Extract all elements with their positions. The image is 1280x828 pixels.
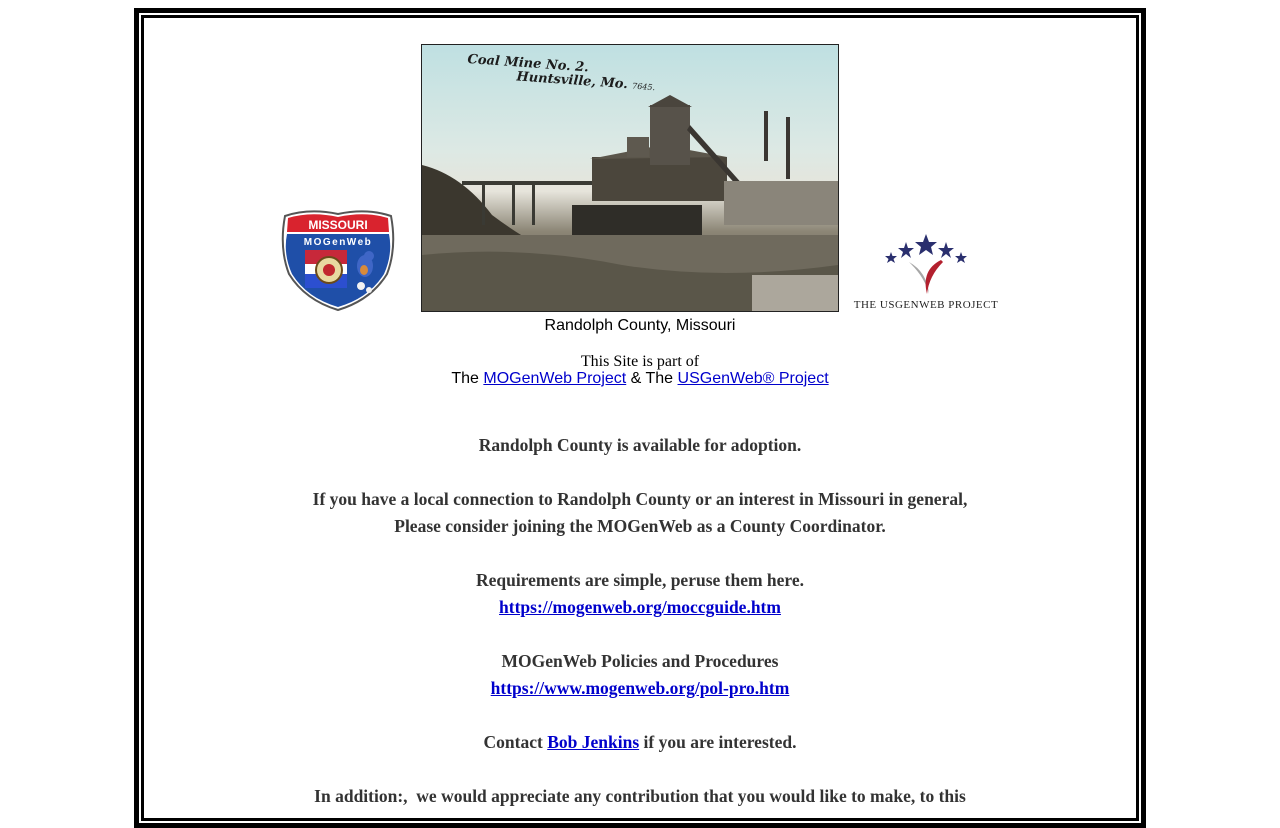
svg-text:MISSOURI: MISSOURI	[308, 218, 368, 232]
adoption-notice: Randolph County is available for adoption.	[478, 435, 802, 455]
policies-heading: MOGenWeb Policies and Procedures	[501, 651, 779, 671]
spacer	[144, 702, 1136, 729]
spacer	[144, 540, 1136, 567]
projects-prefix: The	[451, 370, 484, 387]
contribution-text: In addition:, we would appreciate any contribution that you would like to make, to this	[314, 786, 966, 806]
spacer	[144, 459, 1136, 486]
page-inner-border	[141, 15, 1139, 821]
spacer	[144, 388, 1136, 432]
requirements-link[interactable]: https://mogenweb.org/moccguide.htm	[499, 597, 781, 617]
contact-prefix: Contact	[483, 732, 548, 752]
county-title: Randolph County, Missouri	[544, 317, 736, 334]
projects-middle: & The	[626, 370, 678, 387]
shield-icon	[279, 208, 397, 312]
contact-bob-jenkins-link[interactable]: Bob Jenkins	[547, 732, 640, 752]
requirements-link-line	[144, 594, 1136, 621]
mogenweb-shield-logo[interactable]	[279, 208, 397, 312]
spacer	[144, 621, 1136, 648]
connection-line-1: If you have a local connection to Randolph County or an interest in Missouri in general,	[312, 489, 968, 509]
coal-mine-postcard-photo	[421, 44, 839, 312]
header-banner	[144, 32, 1136, 311]
main-content	[144, 316, 1136, 810]
site-part-of-label: This Site is part of	[580, 353, 700, 370]
spacer	[144, 756, 1136, 783]
caption-line-1: Coal Mine No. 2.	[467, 52, 590, 76]
mogenweb-project-link[interactable]: MOGenWeb Project	[483, 370, 627, 387]
usgenweb-project-logo[interactable]	[851, 228, 1001, 312]
policies-link[interactable]: https://www.mogenweb.org/pol-pro.htm	[490, 678, 790, 698]
svg-text:MOGenWeb: MOGenWeb	[303, 237, 373, 248]
svg-text:THE USGENWEB PROJECT: THE USGENWEB PROJECT	[853, 299, 999, 311]
contact-suffix: if you are interested.	[639, 732, 797, 752]
requirements-text: Requirements are simple, peruse them here.	[475, 570, 805, 590]
connection-line-2: Please consider joining the MOGenWeb as a County Coordinator.	[394, 516, 886, 536]
caption-number: 7645.	[631, 81, 656, 93]
page-outer-border	[134, 8, 1146, 828]
usgenweb-project-link[interactable]: USGenWeb® Project	[677, 370, 829, 387]
projects-line	[144, 370, 1136, 388]
caption-line-2: Huntsville, Mo.	[515, 69, 629, 93]
stars-swoosh-icon	[851, 228, 1001, 312]
policies-link-line	[144, 675, 1136, 702]
contact-line	[144, 729, 1136, 756]
